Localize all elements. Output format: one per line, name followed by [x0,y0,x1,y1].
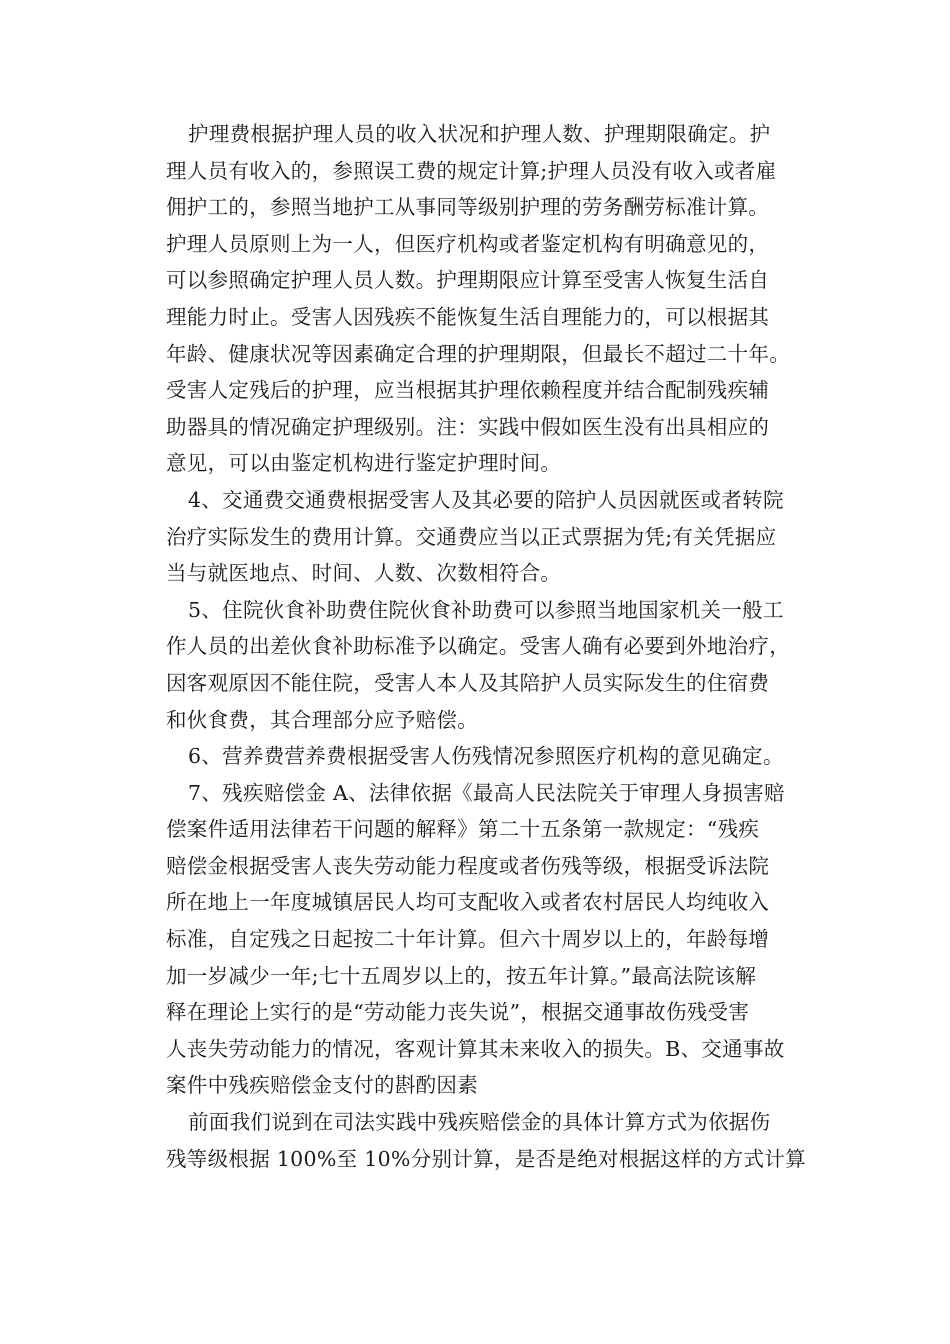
text-line: 理人员有收入的，参照误工费的规定计算;护理人员没有收入或者雇 [166,158,777,183]
text-line: 赔偿金根据受害人丧失劳动能力程度或者伤残等级，根据受诉法院 [166,853,770,878]
text-line: 作人员的出差伙食补助标准予以确定。受害人确有必要到外地治疗， [166,634,790,659]
text-line: 5、住院伙食补助费住院伙食补助费可以参照当地国家机关一般工 [188,597,784,622]
paragraph-disability-compensation [144,775,816,1104]
text-line: 所在地上一年度城镇居民人均可支配收入或者农村居民人均纯收入 [166,890,770,915]
text-line: 4、交通费交通费根据受害人及其必要的陪护人员因就医或者转院 [188,487,784,512]
text-line: 理能力时止。受害人因残疾不能恢复生活自理能力的，可以根据其 [166,304,770,329]
text-line: 偿案件适用法律若干问题的解释》第二十五条第一款规定：“残疾 [166,817,760,842]
paragraph-nutrition-fee [144,738,816,775]
document-body [144,116,816,1177]
text-line: 6、营养费营养费根据受害人伤残情况参照医疗机构的意见确定。 [188,744,784,769]
text-line: 释在理论上实行的是“劳动能力丧失说”，根据交通事故伤残受害 [166,1000,750,1025]
text-line: 佣护工的，参照当地护工从事同等级别护理的劳务酬劳标准计算。 [166,195,770,220]
text-line: 护理人员原则上为一人，但医疗机构或者鉴定机构有明确意见的， [166,231,770,256]
text-line: 可以参照确定护理人员人数。护理期限应计算至受害人恢复生活自 [166,268,770,293]
text-line: 案件中残疾赔偿金支付的斟酌因素 [166,1073,478,1098]
text-line: 加一岁减少一年;七十五周岁以上的，按五年计算。”最高法院该解 [166,963,757,988]
text-line: 因客观原因不能住院，受害人本人及其陪护人员实际发生的住宿费 [166,670,770,695]
paragraph-nursing-fee [144,116,816,482]
text-line: 人丧失劳动能力的情况，客观计算其未来收入的损失。B、交通事故 [166,1036,785,1061]
text-line: 7、残疾赔偿金 A、法律依据《最高人民法院关于审理人身损害赔 [188,780,785,805]
text-line: 受害人定残后的护理，应当根据其护理依赖程度并结合配制残疾辅 [166,378,770,403]
text-line: 意见，可以由鉴定机构进行鉴定护理时间。 [166,451,562,476]
paragraph-meal-subsidy [144,592,816,738]
text-line: 残等级根据 100%至 10%分别计算，是否是绝对根据这样的方式计算 [166,1146,806,1171]
text-line: 治疗实际发生的费用计算。交通费应当以正式票据为凭;有关凭据应 [166,524,777,549]
text-line: 当与就医地点、时间、人数、次数相符合。 [166,561,562,586]
paragraph-calculation-method [144,1104,816,1177]
text-line: 助器具的情况确定护理级别。注：实践中假如医生没有出具相应的 [166,414,770,439]
paragraph-transport-fee [144,482,816,592]
text-line: 护理费根据护理人员的收入状况和护理人数、护理期限确定。护 [188,122,771,146]
text-line: 年龄、健康状况等因素确定合理的护理期限，但最长不超过二十年。 [166,341,790,366]
text-line: 前面我们说到在司法实践中残疾赔偿金的具体计算方式为依据伤 [188,1110,771,1135]
text-line: 和伙食费，其合理部分应予赔偿。 [166,707,478,732]
text-line: 标准，自定残之日起按二十年计算。但六十周岁以上的，年龄每增 [166,927,770,952]
